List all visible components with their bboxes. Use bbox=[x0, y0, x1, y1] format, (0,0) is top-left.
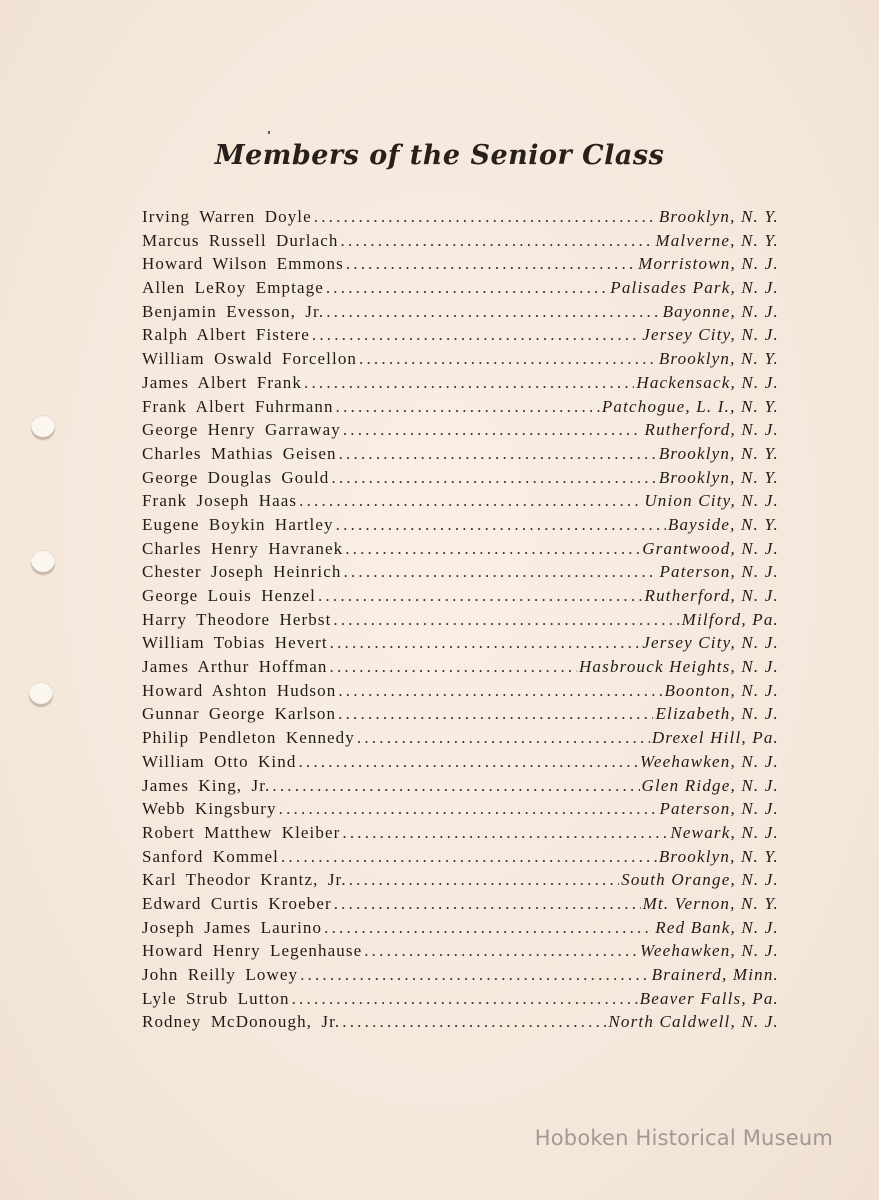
dot-leader bbox=[336, 513, 666, 537]
dot-leader bbox=[345, 537, 640, 561]
member-hometown: Rutherford, N. J. bbox=[644, 420, 779, 440]
member-row bbox=[142, 1010, 779, 1034]
punch-hole bbox=[29, 683, 53, 707]
dot-leader bbox=[342, 821, 668, 845]
member-name: Harry Theodore Herbst bbox=[142, 609, 332, 629]
member-name: Webb Kingsbury bbox=[142, 799, 277, 819]
member-hometown: Paterson, N. J. bbox=[659, 799, 779, 819]
dot-leader bbox=[326, 300, 660, 324]
member-row bbox=[142, 323, 779, 347]
member-hometown: Brooklyn, N. Y. bbox=[658, 467, 779, 487]
member-name: Howard Ashton Hudson bbox=[142, 680, 337, 700]
member-name: Irving Warren Doyle bbox=[142, 207, 312, 226]
member-name: James Arthur Hoffman bbox=[142, 657, 328, 677]
dot-leader bbox=[326, 276, 608, 300]
member-hometown: North Caldwell, N. J. bbox=[608, 1012, 779, 1032]
member-hometown: South Orange, N. J. bbox=[621, 870, 779, 890]
member-hometown: Union City, N. J. bbox=[644, 491, 779, 511]
dot-leader bbox=[343, 418, 643, 442]
member-row bbox=[142, 442, 779, 466]
member-row bbox=[142, 300, 779, 324]
member-row bbox=[142, 892, 779, 916]
member-row bbox=[142, 868, 779, 892]
member-name: William Oswald Forcellon bbox=[142, 349, 358, 369]
dot-leader bbox=[343, 560, 657, 584]
member-row bbox=[142, 466, 779, 490]
dot-leader bbox=[304, 371, 634, 395]
member-hometown: Drexel Hill, Pa. bbox=[651, 728, 779, 748]
member-hometown: Milford, Pa. bbox=[681, 609, 779, 629]
dot-leader bbox=[281, 845, 657, 869]
member-name: Charles Mathias Geisen bbox=[142, 443, 337, 463]
dot-leader bbox=[330, 631, 641, 655]
dot-leader bbox=[312, 323, 640, 347]
member-name: John Reilly Lowey bbox=[142, 965, 299, 984]
member-row bbox=[142, 821, 779, 845]
member-row bbox=[142, 916, 779, 940]
dot-leader bbox=[342, 1010, 606, 1034]
member-row bbox=[142, 702, 779, 726]
dot-leader bbox=[331, 466, 656, 490]
member-row bbox=[142, 845, 779, 869]
dot-leader bbox=[364, 939, 638, 963]
member-name: Frank Albert Fuhrmann bbox=[142, 396, 334, 416]
member-row bbox=[142, 750, 779, 774]
member-hometown: Beaver Falls, Pa. bbox=[639, 988, 779, 1008]
member-name: Howard Wilson Emmons bbox=[142, 254, 344, 274]
member-name: Frank Joseph Haas bbox=[142, 491, 298, 511]
member-name: Chester Joseph Heinrich bbox=[142, 562, 342, 582]
punch-hole bbox=[31, 551, 55, 575]
member-row bbox=[142, 276, 779, 300]
member-row bbox=[142, 513, 779, 537]
member-name: Sanford Kommel bbox=[142, 846, 279, 866]
member-name: Joseph James Laurino bbox=[142, 917, 323, 937]
dot-leader bbox=[330, 655, 577, 679]
member-hometown: Hackensack, N. J. bbox=[636, 372, 779, 392]
member-hometown: Patchogue, L. I., N. Y. bbox=[601, 396, 779, 416]
member-hometown: Brooklyn, N. Y. bbox=[658, 846, 779, 866]
member-name: Eugene Boykin Hartley bbox=[142, 514, 334, 534]
dot-leader bbox=[314, 205, 657, 229]
member-row bbox=[142, 963, 779, 987]
member-row bbox=[142, 371, 779, 395]
member-name: George Henry Garraway bbox=[142, 420, 341, 440]
dot-leader bbox=[292, 987, 638, 1011]
member-name: Charles Henry Havranek bbox=[142, 538, 344, 558]
member-name: James King, Jr. bbox=[142, 775, 271, 795]
member-name: William Otto Kind bbox=[142, 751, 297, 771]
watermark: Hoboken Historical Museum bbox=[534, 1126, 833, 1150]
member-hometown: Paterson, N. J. bbox=[659, 562, 779, 582]
member-hometown: Hasbrouck Heights, N. J. bbox=[578, 657, 779, 677]
member-name: Rodney McDonough, Jr. bbox=[142, 1012, 341, 1032]
dot-leader bbox=[338, 702, 653, 726]
dot-leader bbox=[324, 916, 653, 940]
punch-hole bbox=[31, 416, 55, 440]
member-row bbox=[142, 489, 779, 513]
dot-leader bbox=[336, 395, 600, 419]
member-hometown: Malverne, N. Y. bbox=[655, 230, 779, 250]
member-name: Lyle Strub Lutton bbox=[142, 988, 290, 1008]
member-hometown: Newark, N. J. bbox=[670, 822, 779, 842]
member-row bbox=[142, 205, 779, 229]
member-hometown: Red Bank, N. J. bbox=[655, 917, 779, 937]
dot-leader bbox=[318, 584, 643, 608]
dot-leader bbox=[339, 442, 657, 466]
member-name: Ralph Albert Fistere bbox=[142, 325, 310, 345]
member-row bbox=[142, 395, 779, 419]
dot-leader bbox=[334, 892, 641, 916]
dot-leader bbox=[357, 726, 650, 750]
member-hometown: Boonton, N. J. bbox=[664, 680, 779, 700]
member-hometown: Rutherford, N. J. bbox=[644, 586, 779, 605]
member-hometown: Weehawken, N. J. bbox=[640, 941, 779, 961]
member-row bbox=[142, 679, 779, 703]
dot-leader bbox=[341, 229, 654, 253]
member-hometown: Brooklyn, N. Y. bbox=[658, 349, 779, 369]
member-row bbox=[142, 655, 779, 679]
member-name: Marcus Russell Durlach bbox=[142, 230, 339, 250]
member-name: George Douglas Gould bbox=[142, 467, 330, 487]
member-row bbox=[142, 608, 779, 632]
member-row bbox=[142, 418, 779, 442]
member-name: William Tobias Hevert bbox=[142, 633, 328, 653]
dot-leader bbox=[299, 489, 642, 513]
member-name: Benjamin Evesson, Jr. bbox=[142, 301, 325, 321]
member-list bbox=[142, 205, 779, 1034]
member-name: Robert Matthew Kleiber bbox=[142, 822, 341, 842]
page-title: Members of the Senior Class bbox=[214, 140, 665, 171]
member-row bbox=[142, 726, 779, 750]
member-hometown: Glen Ridge, N. J. bbox=[641, 775, 779, 795]
member-hometown: Brooklyn, N. Y. bbox=[658, 443, 779, 463]
dot-leader bbox=[300, 963, 650, 987]
member-hometown: Morristown, N. J. bbox=[638, 254, 779, 274]
member-name: Karl Theodor Krantz, Jr. bbox=[142, 870, 347, 890]
member-row bbox=[142, 774, 779, 798]
member-hometown: Brooklyn, N. Y. bbox=[658, 207, 779, 226]
dot-leader bbox=[338, 679, 662, 703]
member-row bbox=[142, 229, 779, 253]
member-row bbox=[142, 631, 779, 655]
member-name: Gunnar George Karlson bbox=[142, 704, 337, 724]
member-hometown: Elizabeth, N. J. bbox=[655, 704, 779, 724]
dot-leader bbox=[272, 774, 639, 798]
member-name: Allen LeRoy Emptage bbox=[142, 278, 324, 298]
member-row bbox=[142, 987, 779, 1011]
dot-leader bbox=[359, 347, 657, 371]
printer-mark bbox=[268, 131, 270, 134]
member-row bbox=[142, 560, 779, 584]
member-hometown: Brainerd, Minn. bbox=[651, 965, 779, 984]
dot-leader bbox=[346, 252, 636, 276]
member-hometown: Grantwood, N. J. bbox=[642, 538, 779, 558]
dot-leader bbox=[279, 797, 658, 821]
member-row bbox=[142, 939, 779, 963]
member-hometown: Bayside, N. Y. bbox=[667, 514, 779, 534]
dot-leader bbox=[333, 608, 679, 632]
member-hometown: Jersey City, N. J. bbox=[642, 633, 779, 653]
member-hometown: Mt. Vernon, N. Y. bbox=[642, 893, 779, 913]
member-name: Howard Henry Legenhause bbox=[142, 941, 363, 961]
member-name: James Albert Frank bbox=[142, 372, 302, 392]
member-row bbox=[142, 252, 779, 276]
member-hometown: Palisades Park, N. J. bbox=[610, 278, 779, 298]
dot-leader bbox=[349, 868, 619, 892]
member-hometown: Weehawken, N. J. bbox=[640, 751, 779, 771]
member-hometown: Jersey City, N. J. bbox=[642, 325, 779, 345]
member-hometown: Bayonne, N. J. bbox=[662, 301, 779, 321]
member-row bbox=[142, 584, 779, 608]
member-name: George Louis Henzel bbox=[142, 586, 316, 605]
member-row bbox=[142, 347, 779, 371]
member-name: Edward Curtis Kroeber bbox=[142, 893, 332, 913]
member-row bbox=[142, 537, 779, 561]
member-name: Philip Pendleton Kennedy bbox=[142, 728, 355, 748]
member-row bbox=[142, 797, 779, 821]
dot-leader bbox=[298, 750, 638, 774]
